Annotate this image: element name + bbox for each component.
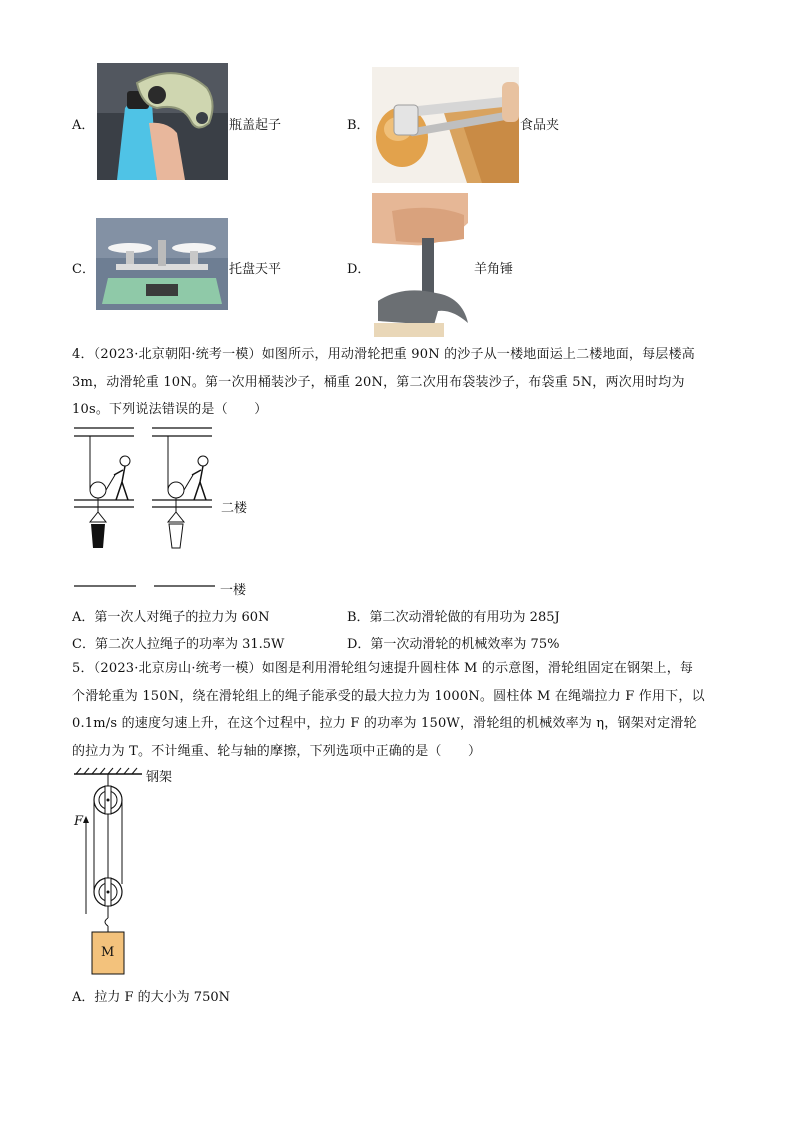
option-b-letter: B． (347, 118, 370, 133)
option-a-caption: 瓶盖起子 (229, 118, 282, 133)
label-first-floor: 一楼 (220, 583, 247, 598)
option-d-letter: D． (347, 262, 371, 277)
pulley-diagram-q4 (70, 420, 230, 600)
label-steel-frame: 钢架 (146, 770, 173, 785)
q5-answer-a: A．拉力 F 的大小为 750N (72, 990, 230, 1005)
question-5-line: 5．（2023·北京房山·统考一模）如图是利用滑轮组匀速提升圆柱体 M 的示意图，滑轮组固定在钢架上，每 (72, 661, 694, 676)
q4-answer-c: C．第二次人拉绳子的功率为 31.5W (72, 637, 285, 652)
claw-hammer-photo (372, 193, 468, 337)
option-a-letter: A． (72, 118, 95, 133)
question-5-line: 的拉力为 T。不计绳重、轮与轴的摩擦，下列选项中正确的是（ ） (72, 743, 482, 759)
question-4-line: 4．（2023·北京朝阳·统考一模）如图所示，用动滑轮把重 90N 的沙子从一楼地面运上二楼地面，每层楼高 (72, 347, 695, 362)
option-b-caption: 食品夹 (520, 118, 560, 133)
question-5-line: 0.1m/s 的速度匀速上升，在这个过程中，拉力 F 的功率为 150W，滑轮组的机械效率为 η，钢架对定滑轮 (72, 716, 697, 731)
question-5-text (72, 655, 732, 765)
option-c-letter: C． (72, 262, 95, 277)
label-second-floor: 二楼 (221, 501, 248, 516)
q4-answer-d: D．第一次动滑轮的机械效率为 75% (347, 637, 560, 652)
option-d-caption: 羊角锤 (474, 262, 514, 277)
food-tongs-photo (372, 67, 519, 183)
tray-balance-photo (96, 218, 228, 310)
label-force-f: F (74, 814, 84, 829)
label-cylinder-m: M (101, 945, 115, 960)
q4-answer-b: B．第二次动滑轮做的有用功为 285J (347, 610, 560, 625)
question-4-line: 3m，动滑轮重 10N。第一次用桶装沙子，桶重 20N，第二次用布袋装沙子，布袋重 5N，两次用时均为 (72, 374, 685, 390)
q4-answer-a: A．第一次人对绳子的拉力为 60N (72, 610, 270, 625)
question-4-text (72, 341, 732, 424)
question-5-line: 个滑轮重为 150N，绕在滑轮组上的绳子能承受的最大拉力为 1000N。圆柱体 M 在绳端拉力 F 作用下，以 (72, 688, 705, 704)
option-c-caption: 托盘天平 (229, 262, 282, 277)
question-4-line: 10s。下列说法错误的是（ ） (72, 402, 268, 417)
bottle-opener-photo (97, 63, 228, 180)
